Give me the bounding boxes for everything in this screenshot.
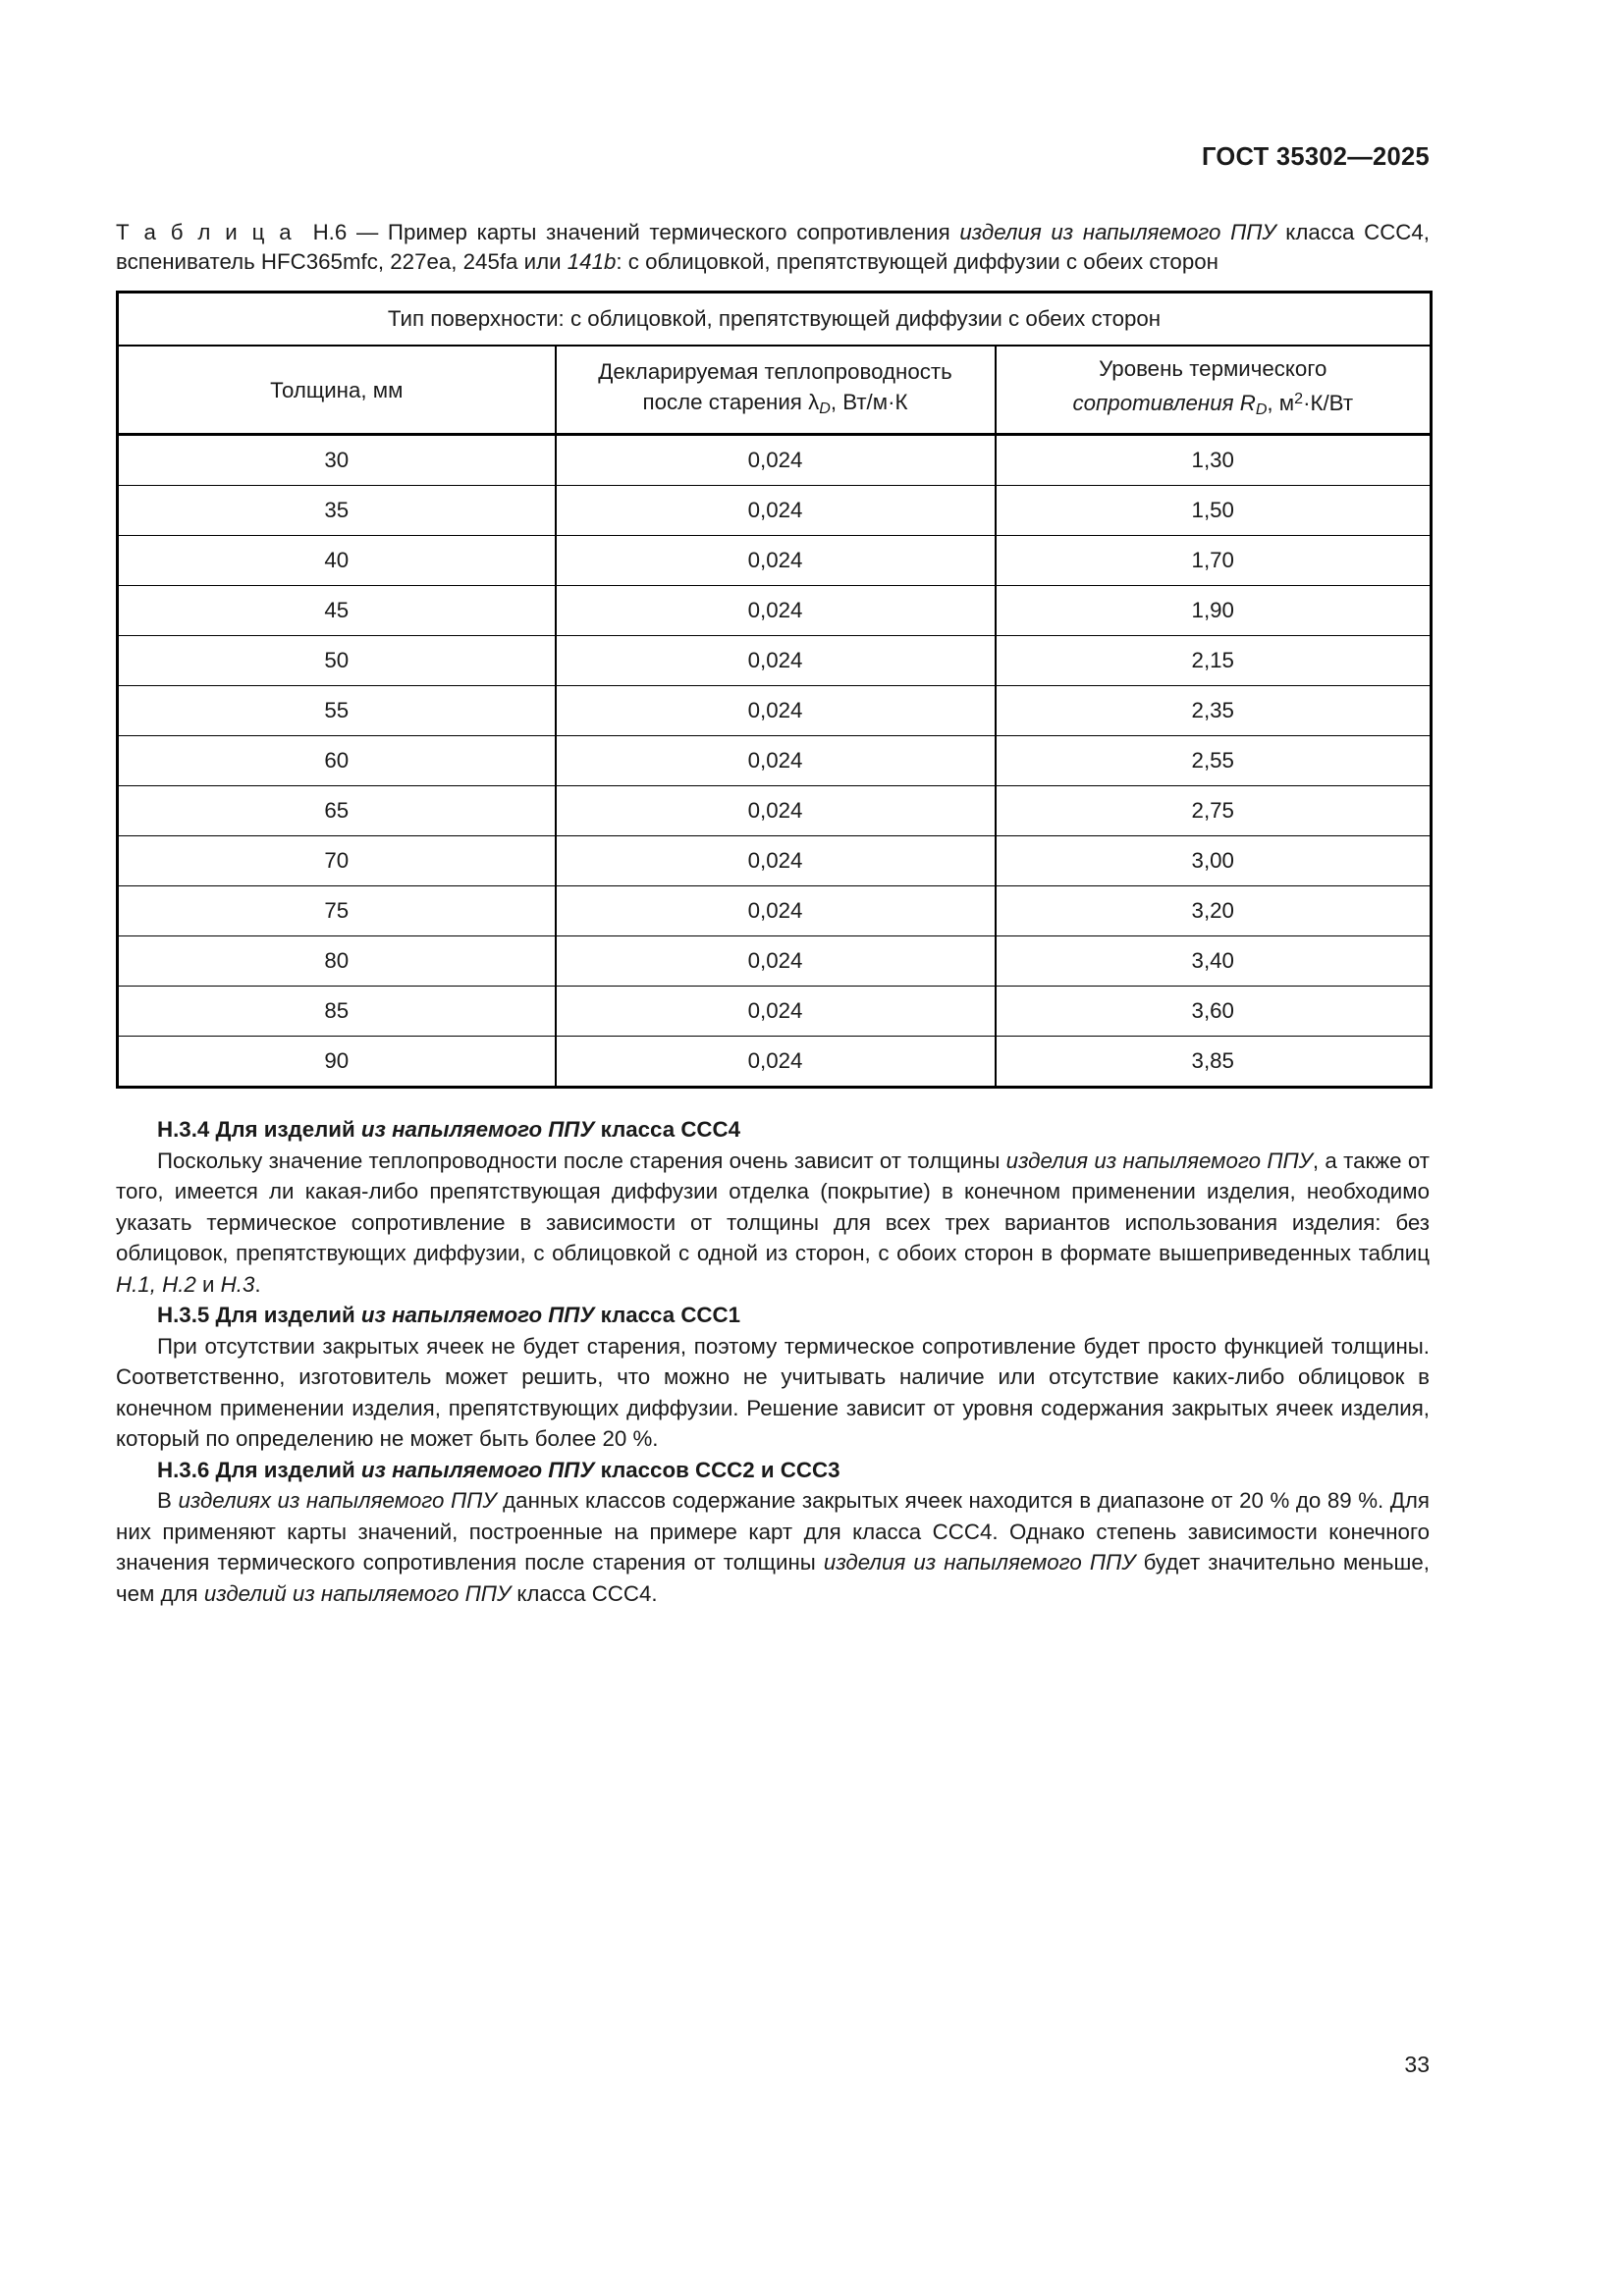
table-body [118,435,1432,1088]
paragraph-h336-d: класса CCC4. [511,1580,658,1606]
paragraph-h335: При отсутствии закрытых ячеек не будет старения, поэтому термическое сопротивление будет просто функцией толщины. Соответственно, изготовитель может решить, что можно не учитывать наличие или отсутствие каких-либо облицовок в конечном применении изделия, препятствующих диффузии. Решение зависит от уровня содержания закрытых ячеек изделия, который по определению не может быть более 20 %. [116,1333,1430,1451]
table-cell-thickness: 65 [118,786,556,836]
table-header-resistance-subscript: D [1255,400,1268,419]
table-cell-lambda: 0,024 [556,486,996,536]
table-cell-lambda: 0,024 [556,936,996,987]
table-cell-r: 3,20 [996,886,1432,936]
table-caption-italic-1: изделия из напыляемого ППУ [959,220,1276,244]
page-content [116,218,1430,1609]
table-header-resistance-line1: Уровень термического [1099,356,1327,382]
table-header-lambda [556,346,996,435]
table-header-thickness-label: Толщина, мм [270,377,404,402]
table-cell-r: 1,30 [996,435,1432,486]
section-h335-head-a: Для изделий [209,1303,361,1327]
section-h335-head-b: класса CCC1 [594,1303,741,1327]
section-heading-h336 [116,1455,1430,1486]
table-cell-lambda: 0,024 [556,586,996,636]
paragraph-h334-b: , а также от того, имеется ли какая-либо препятствующая диффузии отделка (покрытие) в конечном применении изделия, необходимо указать термическое сопротивление в зависимости от толщины для всех трех вариантов использования изделия: без облицовок, препятствующих диффузии, с облицовкой с одной из сторон, с обоих сторон в формате вышеприведенных таблиц [116,1148,1430,1265]
paragraph-h334-c: и [195,1271,221,1297]
table-cell-lambda: 0,024 [556,836,996,886]
table-cell-thickness: 85 [118,987,556,1037]
table-caption-text-b: класса CCC4, [1275,220,1430,244]
table-header-surface-type: Тип поверхности: с облицовкой, препятствующей диффузии с обеих сторон [118,293,1432,347]
section-heading-h335 [116,1300,1430,1331]
section-h334-head-italic: из напыляемого ППУ [360,1117,595,1142]
paragraph-h336-b: данных классов содержание закрытых ячеек находится в диапазоне от 20 % до 89 %. Для них применяют карты значений, построенные на примере карт для класса CCC4. Однако степень зависимости конечного значения термического сопротивления после старения от толщины [116,1488,1430,1575]
table-cell-lambda: 0,024 [556,686,996,736]
section-h334-number: Н.3.4 [157,1117,210,1142]
table-header-thickness [118,346,556,435]
table-cell-lambda: 0,024 [556,886,996,936]
page-number: 33 [1404,2052,1430,2077]
table-header-lambda-line2-pre: после старения λ [642,389,820,414]
table-cell-r: 1,50 [996,486,1432,536]
paragraph-h334-italic-1: изделия из напыляемого ППУ [1005,1148,1313,1173]
table-head [118,293,1432,435]
paragraph-h334-italic-3: Н.3 [220,1271,255,1297]
table-cell-thickness: 50 [118,636,556,686]
section-h335-number: Н.3.5 [157,1303,210,1327]
table-row [118,786,1432,836]
table-cell-r: 3,60 [996,987,1432,1037]
section-heading-h334 [116,1114,1430,1146]
table-row [118,536,1432,586]
paragraph-h336-italic-1: изделиях из напыляемого ППУ [178,1488,497,1513]
table-cell-r: 2,75 [996,786,1432,836]
table-cell-r: 3,85 [996,1037,1432,1088]
table-header-resistance [996,346,1432,435]
table-row [118,886,1432,936]
paragraph-h336-italic-3: изделий из напыляемого ППУ [203,1580,512,1606]
table-caption-text-a: Пример карты значений термического сопротивления [387,220,960,244]
table-cell-r: 2,55 [996,736,1432,786]
table-cell-thickness: 55 [118,686,556,736]
table-cell-thickness: 35 [118,486,556,536]
table-caption-italic-2: 141b [567,249,617,274]
table-row [118,636,1432,686]
table-cell-r: 2,35 [996,686,1432,736]
table-caption-number: Н.6 [312,220,348,244]
table-cell-lambda: 0,024 [556,987,996,1037]
table-cell-thickness: 60 [118,736,556,786]
table-row [118,736,1432,786]
table-header-resistance-unit-post: ·К/Вт [1303,391,1354,416]
table-header-resistance-unit-mid: , м [1267,391,1295,416]
table-cell-thickness: 75 [118,886,556,936]
table-row [118,586,1432,636]
table-header-lambda-line1: Декларируемая теплопроводность [598,358,952,384]
table-header-lambda-units: , Вт/м·К [830,389,908,414]
section-h334-head-a: Для изделий [209,1117,361,1142]
table-cell-r: 1,70 [996,536,1432,586]
paragraph-h336-c: будет значительно меньше, чем для [116,1550,1430,1606]
table-row [118,1037,1432,1088]
table-cell-r: 2,15 [996,636,1432,686]
paragraph-h336-a: В [157,1488,179,1513]
table-caption-spacer [294,220,312,244]
table-cell-lambda: 0,024 [556,1037,996,1088]
table-header-columns-row [118,346,1432,435]
section-h336-head-b: классов CCC2 и CCC3 [594,1457,840,1482]
table-cell-thickness: 90 [118,1037,556,1088]
body-text [116,1114,1430,1609]
table-cell-thickness: 30 [118,435,556,486]
table-caption-label: Т а б л и ц а [116,220,295,244]
table-cell-thickness: 40 [118,536,556,586]
section-h336-head-italic: из напыляемого ППУ [360,1457,595,1482]
paragraph-h336 [116,1485,1430,1609]
running-header-standard-number: ГОСТ 35302—2025 [1201,143,1430,171]
table-cell-lambda: 0,024 [556,536,996,586]
table-caption-dash: — [347,220,388,244]
table-row [118,686,1432,736]
table-row [118,486,1432,536]
table-cell-thickness: 80 [118,936,556,987]
paragraph-h334-a: Поскольку значение теплопроводности после старения очень зависит от толщины [157,1148,1006,1173]
paragraph-h334-italic-2: Н.1, Н.2 [116,1271,196,1297]
section-h334-head-b: класса CCC4 [594,1117,741,1142]
table-cell-lambda: 0,024 [556,636,996,686]
table-row [118,836,1432,886]
paragraph-h334 [116,1146,1430,1301]
thermal-resistance-table [116,291,1433,1089]
table-cell-lambda: 0,024 [556,736,996,786]
table-cell-lambda: 0,024 [556,786,996,836]
table-cell-thickness: 70 [118,836,556,886]
paragraph-h334-d: . [254,1271,261,1297]
table-header-span-row [118,293,1432,347]
table-row [118,435,1432,486]
table-header-resistance-superscript: 2 [1294,390,1304,408]
table-header-lambda-subscript: D [819,399,831,417]
section-h336-number: Н.3.6 [157,1457,210,1482]
table-cell-r: 3,40 [996,936,1432,987]
table-cell-thickness: 45 [118,586,556,636]
table-cell-r: 1,90 [996,586,1432,636]
table-caption-text-c: вспениватель HFC365mfc, 227ea, 245fa или [116,249,568,274]
table-row [118,936,1432,987]
table-cell-r: 3,00 [996,836,1432,886]
section-h336-head-a: Для изделий [209,1457,361,1482]
table-caption-text-d: : с облицовкой, препятствующей диффузии с обеих сторон [616,249,1218,274]
section-h335-head-italic: из напыляемого ППУ [360,1303,595,1327]
table-row [118,987,1432,1037]
table-header-resistance-line2-pre: сопротивления R [1072,391,1256,416]
table-cell-lambda: 0,024 [556,435,996,486]
paragraph-h336-italic-2: изделия из напыляемого ППУ [823,1550,1136,1575]
table-caption [116,218,1430,277]
